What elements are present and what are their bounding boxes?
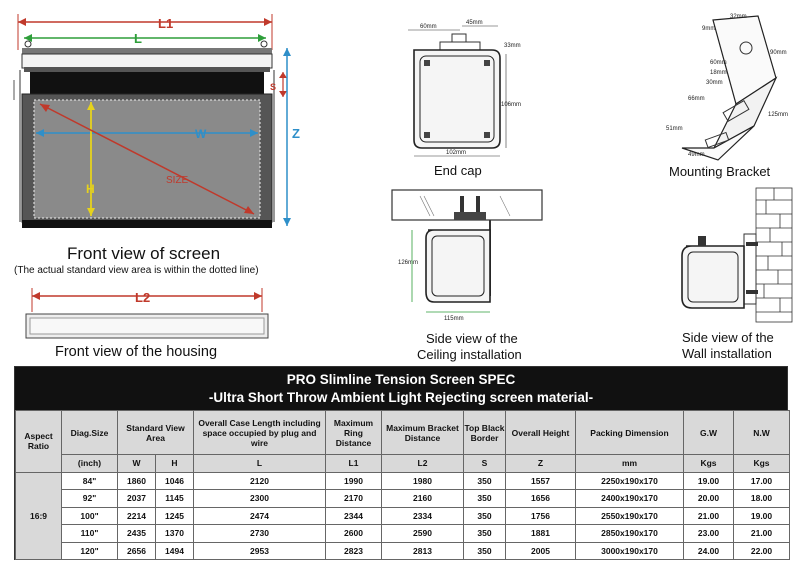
table-cell: 2334 xyxy=(382,507,464,525)
col-case-length: Overall Case Length including space occupied by plug and wire xyxy=(194,411,326,455)
table-cell: 1145 xyxy=(156,490,194,508)
col-packing: Packing Dimension xyxy=(576,411,684,455)
table-cell: 21.00 xyxy=(684,507,734,525)
table-cell: 2300 xyxy=(194,490,326,508)
svg-text:125mm: 125mm xyxy=(768,112,789,118)
col-nw: N.W xyxy=(734,411,790,455)
dim-W: W xyxy=(195,127,207,141)
front-view-note: (The actual standard view area is within the dotted line) xyxy=(14,265,259,276)
table-cell: 2953 xyxy=(194,542,326,560)
unit-cell: Z xyxy=(506,455,576,473)
table-cell: 350 xyxy=(464,542,506,560)
table-cell: 1245 xyxy=(156,507,194,525)
table-cell: 2214 xyxy=(118,507,156,525)
aspect-ratio-cell: 16:9 xyxy=(16,472,62,560)
svg-text:126mm: 126mm xyxy=(398,260,419,266)
table-cell: 2435 xyxy=(118,525,156,543)
table-cell: 1756 xyxy=(506,507,576,525)
table-cell: 18.00 xyxy=(734,490,790,508)
front-view-title: Front view of screen xyxy=(67,244,221,263)
mounting-bracket-title: Mounting Bracket xyxy=(669,164,771,179)
table-cell: 24.00 xyxy=(684,542,734,560)
svg-text:90mm: 90mm xyxy=(770,50,787,56)
units-row xyxy=(16,455,790,473)
unit-cell: L xyxy=(194,455,326,473)
svg-text:51mm: 51mm xyxy=(666,126,683,132)
table-row xyxy=(16,525,790,543)
dim-L2: L2 xyxy=(135,290,151,305)
table-cell: 2160 xyxy=(382,490,464,508)
wall-installation-drawing xyxy=(670,186,795,326)
unit-cell: S xyxy=(464,455,506,473)
table-cell: 2550x190x170 xyxy=(576,507,684,525)
svg-text:60mm: 60mm xyxy=(710,60,727,66)
table-cell: 1980 xyxy=(382,472,464,490)
table-row xyxy=(16,542,790,560)
spec-title: PRO Slimline Tension Screen SPEC xyxy=(286,372,516,387)
col-view-area: Standard View Area xyxy=(118,411,194,455)
table-cell: 2850x190x170 xyxy=(576,525,684,543)
spec-grid xyxy=(15,410,790,560)
spec-header xyxy=(15,367,787,410)
unit-cell: H xyxy=(156,455,194,473)
svg-text:49mm: 49mm xyxy=(688,152,705,158)
housing-title: Front view of the housing xyxy=(55,344,218,360)
col-aspect: Aspect Ratio xyxy=(16,411,62,473)
spec-table xyxy=(14,366,788,560)
table-cell: 110" xyxy=(62,525,118,543)
table-cell: 2730 xyxy=(194,525,326,543)
table-cell: 2823 xyxy=(326,542,382,560)
dim-H: H xyxy=(86,182,95,196)
unit-cell: Kgs xyxy=(734,455,790,473)
svg-text:66mm: 66mm xyxy=(688,96,705,102)
svg-text:32mm: 32mm xyxy=(730,14,747,20)
ceiling-title-1: Side view of the xyxy=(426,331,518,346)
table-cell: 2120 xyxy=(194,472,326,490)
ceiling-installation-drawing xyxy=(390,186,550,322)
table-cell: 17.00 xyxy=(734,472,790,490)
front-view-drawing xyxy=(0,0,310,240)
svg-text:115mm: 115mm xyxy=(444,316,464,322)
col-bracket: Maximum Bracket Distance xyxy=(382,411,464,455)
table-cell: 19.00 xyxy=(684,472,734,490)
dim-L: L xyxy=(134,31,142,46)
col-border: Top Black Border xyxy=(464,411,506,455)
wall-title-2: Wall installation xyxy=(682,346,772,361)
table-cell: 2344 xyxy=(326,507,382,525)
svg-text:106mm: 106mm xyxy=(501,102,522,108)
end-cap-title: End cap xyxy=(434,163,482,178)
spec-subtitle: -Ultra Short Throw Ambient Light Rejecting screen material- xyxy=(208,390,594,405)
table-cell: 2600 xyxy=(326,525,382,543)
svg-text:45mm: 45mm xyxy=(466,20,483,26)
svg-text:33mm: 33mm xyxy=(504,43,521,49)
table-cell: 1494 xyxy=(156,542,194,560)
unit-cell: W xyxy=(118,455,156,473)
table-cell: 92" xyxy=(62,490,118,508)
table-cell: 1881 xyxy=(506,525,576,543)
unit-cell: Kgs xyxy=(684,455,734,473)
dim-SIZE: SIZE xyxy=(166,175,189,186)
table-cell: 23.00 xyxy=(684,525,734,543)
table-cell: 1860 xyxy=(118,472,156,490)
table-row xyxy=(16,472,790,490)
table-cell: 120" xyxy=(62,542,118,560)
table-cell: 20.00 xyxy=(684,490,734,508)
table-cell: 1656 xyxy=(506,490,576,508)
table-cell: 2474 xyxy=(194,507,326,525)
table-cell: 2400x190x170 xyxy=(576,490,684,508)
table-cell: 350 xyxy=(464,507,506,525)
end-cap-drawing xyxy=(400,14,530,164)
dim-L1: L1 xyxy=(158,16,174,31)
table-cell: 2037 xyxy=(118,490,156,508)
mounting-bracket-drawing xyxy=(658,8,793,168)
table-cell: 100" xyxy=(62,507,118,525)
table-row xyxy=(16,507,790,525)
table-cell: 2250x190x170 xyxy=(576,472,684,490)
table-cell: 1990 xyxy=(326,472,382,490)
svg-text:30mm: 30mm xyxy=(706,80,723,86)
col-height: Overall Height xyxy=(506,411,576,455)
col-gw: G.W xyxy=(684,411,734,455)
table-cell: 21.00 xyxy=(734,525,790,543)
table-cell: 1557 xyxy=(506,472,576,490)
table-cell: 22.00 xyxy=(734,542,790,560)
table-cell: 350 xyxy=(464,525,506,543)
table-cell: 2656 xyxy=(118,542,156,560)
wall-title-1: Side view of the xyxy=(682,330,774,345)
table-cell: 84" xyxy=(62,472,118,490)
unit-cell: L2 xyxy=(382,455,464,473)
table-cell: 350 xyxy=(464,490,506,508)
table-cell: 350 xyxy=(464,472,506,490)
table-cell: 1370 xyxy=(156,525,194,543)
dim-Z: Z xyxy=(292,126,300,141)
header-row xyxy=(16,411,790,455)
table-row xyxy=(16,490,790,508)
table-cell: 2590 xyxy=(382,525,464,543)
unit-cell: (inch) xyxy=(62,455,118,473)
table-cell: 3000x190x170 xyxy=(576,542,684,560)
table-cell: 1046 xyxy=(156,472,194,490)
unit-cell: L1 xyxy=(326,455,382,473)
dim-S: S xyxy=(270,82,277,92)
unit-cell: mm xyxy=(576,455,684,473)
ceiling-title-2: Ceiling installation xyxy=(417,347,522,362)
table-cell: 2005 xyxy=(506,542,576,560)
housing-drawing xyxy=(0,282,290,342)
svg-text:18mm: 18mm xyxy=(710,70,727,76)
svg-text:9mm: 9mm xyxy=(702,26,716,32)
table-cell: 19.00 xyxy=(734,507,790,525)
table-cell: 2170 xyxy=(326,490,382,508)
table-cell: 2813 xyxy=(382,542,464,560)
svg-text:60mm: 60mm xyxy=(420,24,437,30)
svg-text:102mm: 102mm xyxy=(446,150,467,156)
col-diag: Diag.Size xyxy=(62,411,118,455)
col-ring: Maximum Ring Distance xyxy=(326,411,382,455)
